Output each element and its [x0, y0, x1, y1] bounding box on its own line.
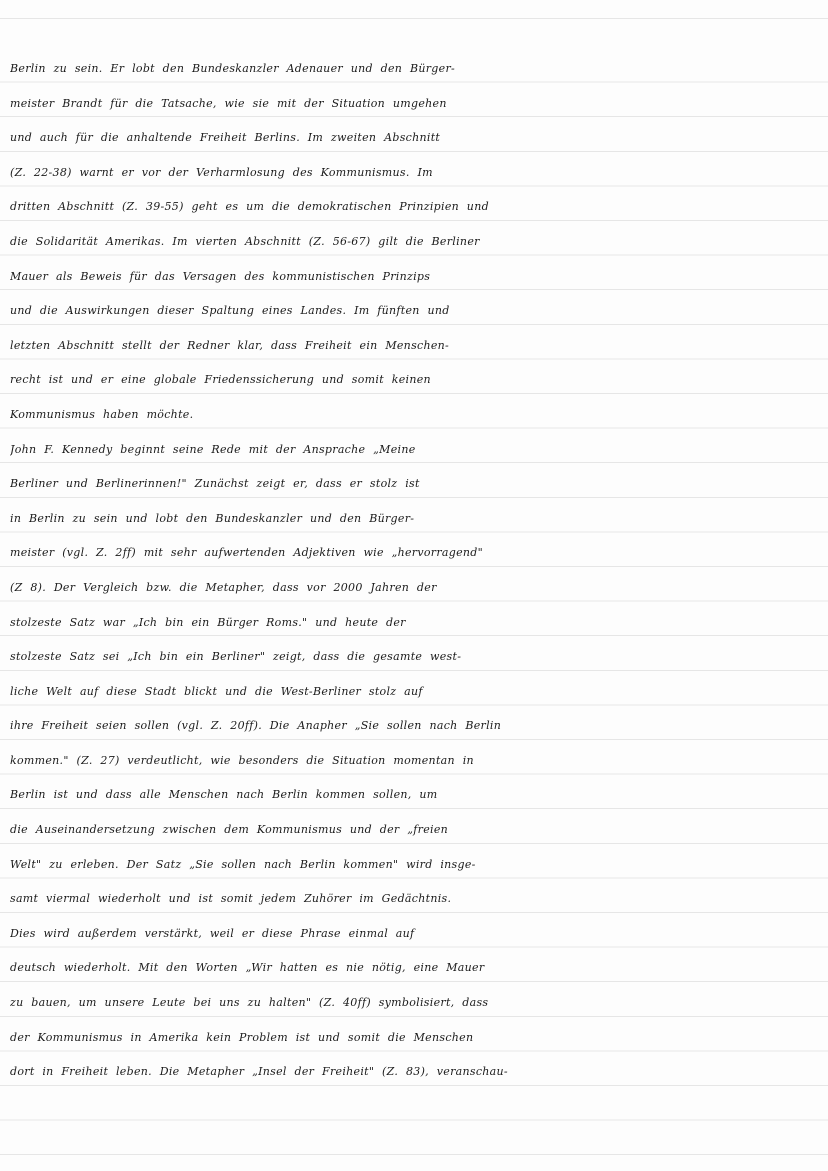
text-line: Berliner und Berlinerinnen!" Zunächst zeigt er, dass er stolz ist	[10, 477, 420, 491]
text-line: (Z. 22-38) warnt er vor der Verharmlosung des Kommunismus. Im	[10, 165, 433, 179]
text-line: Mauer als Beweis für das Versagen des kommunistischen Prinzips	[10, 269, 431, 283]
text-line: in Berlin zu sein und lobt den Bundeskanzler und den Bürger-	[10, 511, 415, 525]
text-line: und auch für die anhaltende Freiheit Berlins. Im zweiten Abschnitt	[10, 131, 441, 145]
text-line: John F. Kennedy beginnt seine Rede mit der Ansprache „Meine	[10, 442, 416, 456]
text-line: dritten Abschnitt (Z. 39-55) geht es um die demokratischen Prinzipien und	[10, 200, 489, 214]
text-line: Dies wird außerdem verstärkt, weil er diese Phrase einmal auf	[10, 926, 415, 940]
text-line: und die Auswirkungen dieser Spaltung eines Landes. Im fünften und	[10, 304, 450, 318]
text-line: liche Welt auf diese Stadt blickt und die West-Berliner stolz auf	[10, 684, 423, 698]
text-line: recht ist und er eine globale Friedenssicherung und somit keinen	[10, 373, 431, 387]
text-line: Kommunismus haben möchte.	[10, 407, 194, 421]
text-line: Welt" zu erleben. Der Satz „Sie sollen nach Berlin kommen" wird insge-	[10, 857, 476, 871]
text-line: die Auseinandersetzung zwischen dem Kommunismus und der „freien	[10, 823, 449, 837]
text-line: zu bauen, um unsere Leute bei uns zu halten" (Z. 40ff) symbolisiert, dass	[10, 996, 489, 1010]
text-line: meister (vgl. Z. 2ff) mit sehr aufwertenden Adjektiven wie „hervorragend"	[10, 546, 483, 560]
text-line: dort in Freiheit leben. Die Metapher „Insel der Freiheit" (Z. 83), veranschau-	[10, 1065, 508, 1079]
text-line: der Kommunismus in Amerika kein Problem ist und somit die Menschen	[10, 1030, 474, 1044]
text-line: meister Brandt für die Tatsache, wie sie mit der Situation umgehen	[10, 96, 447, 110]
text-line: Berlin ist und dass alle Menschen nach Berlin kommen sollen, um	[10, 788, 438, 802]
text-line: die Solidarität Amerikas. Im vierten Abschnitt (Z. 56-67) gilt die Berliner	[10, 234, 480, 248]
text-line: samt viermal wiederholt und ist somit jedem Zuhörer im Gedächtnis.	[10, 892, 452, 906]
text-line: ihre Freiheit seien sollen (vgl. Z. 20ff). Die Anapher „Sie sollen nach Berlin	[10, 719, 502, 733]
text-line: kommen." (Z. 27) verdeutlicht, wie besonders die Situation momentan in	[10, 753, 474, 767]
text-line: Berlin zu sein. Er lobt den Bundeskanzler Adenauer und den Bürger-	[10, 62, 456, 75]
text-line: letzten Abschnitt stellt der Redner klar, dass Freiheit ein Menschen-	[10, 338, 450, 352]
text-line: stolzeste Satz sei „Ich bin ein Berliner" zeigt, dass die gesamte west-	[10, 650, 462, 664]
text-line: stolzeste Satz war „Ich bin ein Bürger Roms." und heute der	[10, 615, 406, 629]
text-line: (Z 8). Der Vergleich bzw. die Metapher, dass vor 2000 Jahren der	[10, 580, 437, 594]
handwritten-text	[10, 52, 822, 1090]
text-line: deutsch wiederholt. Mit den Worten „Wir hatten es nie nötig, eine Mauer	[10, 961, 485, 975]
